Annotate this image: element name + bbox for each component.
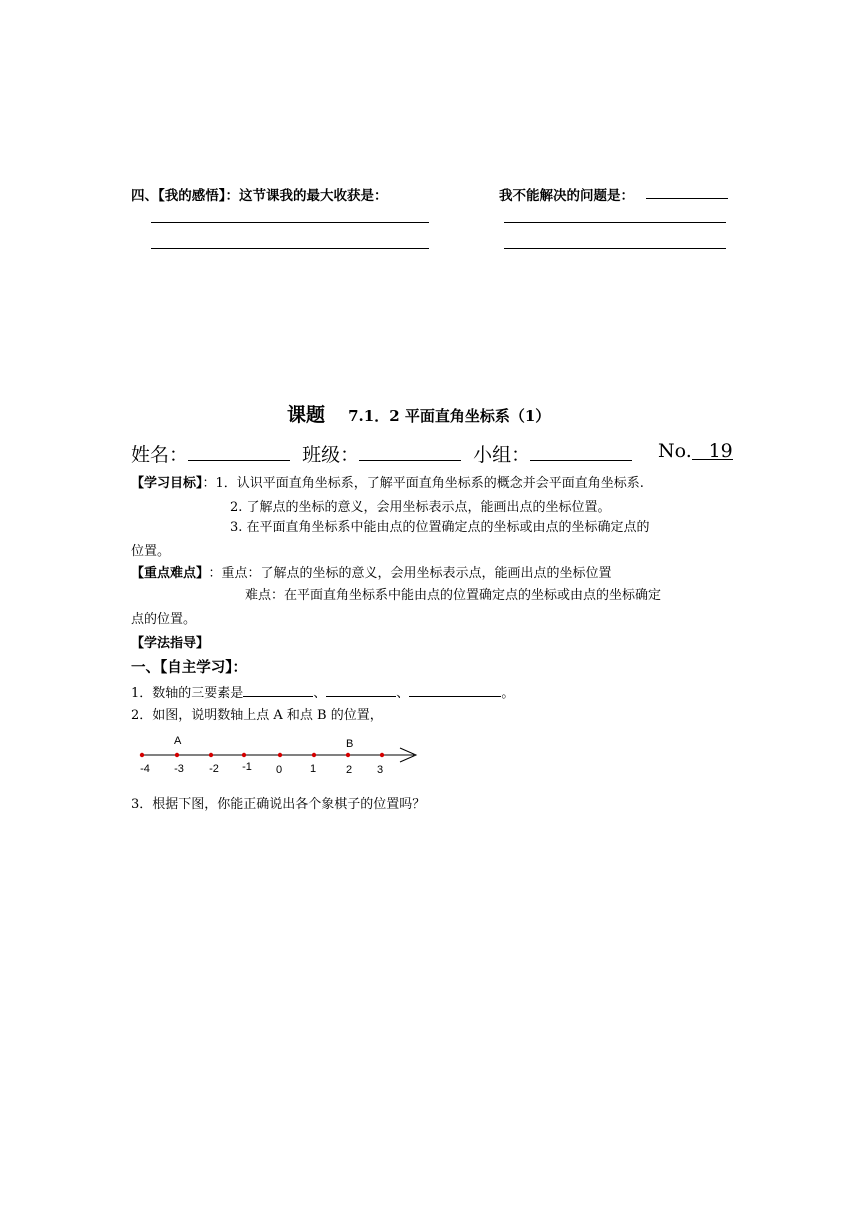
no-value: 19: [692, 440, 733, 460]
objective-item-1: ：1．认识平面直角坐标系，了解平面直角坐标系的概念并会平面直角坐标系.: [202, 476, 644, 491]
number-line-tick-label: -3: [174, 763, 184, 775]
answer-blank[interactable]: [646, 198, 728, 199]
lesson-title: 课题: [287, 404, 326, 426]
objectives-line-1: [131, 472, 644, 491]
question-3: 3．根据下图，你能正确说出各个象棋子的位置吗？: [131, 797, 426, 812]
hard-point-cont: 点的位置。: [131, 612, 197, 627]
objective-item-3: 3. 在平面直角坐标系中能由点的位置确定点的坐标或由点的坐标确定点的: [230, 520, 650, 535]
reflection-prefix: 四、: [131, 188, 158, 204]
question-1: [131, 681, 514, 701]
number-line-tick-label: -1: [242, 761, 252, 773]
reflection-gain-text: ：这节课我的最大收获是：: [225, 188, 388, 204]
answer-blank[interactable]: [409, 681, 501, 697]
number-line-tick-label: 0: [275, 764, 283, 776]
self-study-heading: [131, 656, 247, 677]
answer-blank[interactable]: [151, 222, 429, 223]
name-label: 姓名：: [131, 444, 189, 466]
separator: 、: [396, 686, 410, 701]
answer-blank[interactable]: [504, 248, 726, 249]
reflection-label: 【我的感悟】: [158, 188, 226, 204]
number-line-point: [209, 753, 213, 757]
answer-blank[interactable]: [243, 681, 313, 697]
number-line-point: [175, 753, 179, 757]
self-study-colon: ：: [232, 659, 247, 676]
reflection-problem-text: 我不能解决的问题是：: [499, 188, 634, 204]
class-label: 班级：: [302, 444, 360, 466]
question-1-end: 。: [501, 686, 515, 701]
number-field: [658, 440, 733, 462]
method-label: 【学法指导】: [131, 636, 210, 651]
hard-point: 难点：在平面直角坐标系中能由点的位置确定点的坐标或由点的坐标确定: [245, 588, 662, 603]
number-line-point: [140, 753, 144, 757]
answer-blank[interactable]: [151, 248, 429, 249]
number-line-tick-label: -4: [140, 763, 150, 775]
number-line-tick-label: 3: [376, 764, 384, 776]
key-points-label: 【重点难点】: [131, 566, 203, 581]
answer-blank[interactable]: [326, 681, 396, 697]
class-field[interactable]: [359, 441, 461, 461]
number-line: [130, 728, 430, 780]
point-a-label: A: [174, 735, 182, 747]
objective-item-3-cont: 位置。: [131, 544, 171, 559]
objectives-label: 【学习目标】: [131, 476, 203, 491]
question-1-text: 1．数轴的三要素是: [131, 686, 244, 701]
student-info-row: [131, 440, 632, 467]
objective-item-2: 2. 了解点的坐标的意义，会用坐标表示点，能画出点的坐标位置。: [230, 500, 611, 515]
number-line-point: [242, 753, 246, 757]
number-line-point: [312, 753, 316, 757]
number-line-point: [346, 753, 350, 757]
reflection-line: [131, 184, 388, 204]
separator: 、: [313, 686, 327, 701]
self-study-prefix: 一、: [131, 659, 160, 676]
key-points-line: [131, 562, 612, 581]
group-field[interactable]: [530, 441, 632, 461]
number-line-tick-label: 1: [309, 763, 317, 775]
number-line-tick-label: 2: [345, 764, 353, 776]
lesson-subtitle: 7.1．2 平面直角坐标系（1）: [348, 407, 551, 425]
number-line-tick-label: -2: [209, 763, 219, 775]
self-study-label: 【自主学习】: [160, 659, 233, 676]
number-line-point: [278, 753, 282, 757]
number-line-point: [380, 753, 384, 757]
name-field[interactable]: [188, 441, 290, 461]
no-label: No.: [658, 440, 692, 462]
answer-blank[interactable]: [504, 222, 726, 223]
reflection-problem: [499, 184, 634, 204]
question-2: 2．如图，说明数轴上点 A 和点 B 的位置，: [131, 708, 383, 723]
point-b-label: B: [346, 738, 354, 750]
key-point: ：重点：了解点的坐标的意义，会用坐标表示点，能画出点的坐标位置: [208, 566, 612, 581]
group-label: 小组：: [473, 444, 531, 466]
lesson-title-row: [287, 400, 550, 427]
